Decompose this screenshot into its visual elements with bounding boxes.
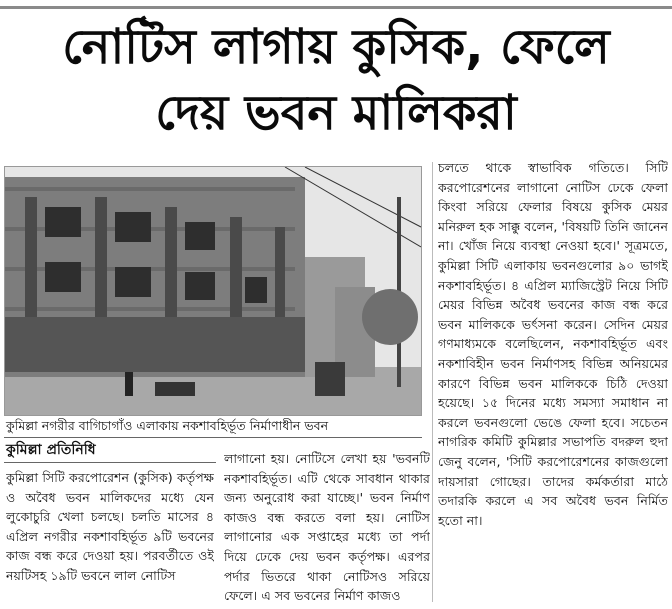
byline-divider <box>4 462 216 463</box>
headline <box>0 14 672 146</box>
headline-line-1: নোটিস লাগায় কুসিক, ফেলে <box>62 19 610 75</box>
photo-caption: কুমিল্লা নগরীর বাগিচাগাঁও এলাকায় নকশাবহির্ভূত নির্মাণাধীন ভবন <box>6 418 329 433</box>
article-column-3 <box>438 158 668 608</box>
top-rule <box>0 6 672 9</box>
article-column-2 <box>224 449 430 609</box>
article-text-col3: চলতে থাকে স্বাভাবিক গতিতে। সিটি করপোরেশনের লাগানো নোটিস ঢেকে ফেলা কিংবা সরিয়ে ফেলার বিষয়ে কুসিক মেয়র মনিরুল হক সাক্কু বলেন, 'বিষয়টি তিনি জানেন না। খোঁজ নিয়ে ব্যবস্থা নেওয়া হবে।' সূত্রমতে, কুমিল্লা সিটি এলাকায় ভবনগুলোর ৯০ ভাগই নকশাবহির্ভূত। ৪ এপ্রিল ম্যাজিস্ট্রেট নিয়ে সিটি মেয়র বিভিন্ন অবৈধ ভবনের কাজ বন্ধ করে ভবন মালিককে ভর্ৎসনা করেন। সেদিন মেয়র গণমাধ্যমকে বলেছিলেন, নকশাবহির্ভূত এবং নকশাবিহীন ভবন নির্মাণসহ বিভিন্ন অনিয়মের কারণে বিভিন্ন ভবন মালিককে চিঠি দেওয়া হয়েছে। ১৫ দিনের মধ্যে সমস্যা সমাধান না করলে ভবনগুলো ভেঙে ফেলা হবে। সচেতন নাগরিক কমিটি কুমিল্লার সভাপতি বদরুল হুদা জেনু বলেন, 'সিটি করপোরেশনের কাজগুলো দায়সারা গোছের। তাদের কর্মকর্তারা মাঠে তদারকি করলে এ সব অবৈধ ভবন নির্মিত হতো না। <box>438 160 668 528</box>
column-divider <box>432 162 433 602</box>
article-column-1 <box>6 468 214 608</box>
caption-divider <box>4 437 422 438</box>
building-photo-icon <box>5 167 421 415</box>
headline-line-2: দেয় ভবন মালিকরা <box>155 85 517 141</box>
article-text-col2: লাগানো হয়। নোটিসে লেখা হয় 'ভবনটি নকশাবহির্ভূত। এটি থেকে সাবধান থাকার জন্য অনুরোধ করা যাচ্ছে।' ভবন নির্মাণ কাজও বন্ধ করতে বলা হয়। নোটিস লাগানোর এক সপ্তাহের মধ্যে তা পর্দা দিয়ে ঢেকে দেয় ভবন কর্তৃপক্ষ। এরপর পর্দার ভিতরে থাকা নোটিসও সরিয়ে ফেলে। এ সব ভবনের নির্মাণ কাজও <box>224 451 430 604</box>
building-photo <box>4 166 422 416</box>
article-text-col1: কুমিল্লা সিটি করপোরেশন (কুসিক) কর্তৃপক্ষ ও অবৈধ ভবন মালিকদের মধ্যে যেন লুকোচুরি খেলা চলছে। চলতি মাসের ৪ এপ্রিল নগরীর নকশাবহির্ভূত ৯টি ভবনের কাজ বন্ধ করে দেওয়া হয়। পরবর্তীতে ওই নয়টিসহ ১৯টি ভবনে লাল নোটিস <box>6 470 214 583</box>
byline: কুমিল্লা প্রতিনিধি <box>6 442 96 458</box>
